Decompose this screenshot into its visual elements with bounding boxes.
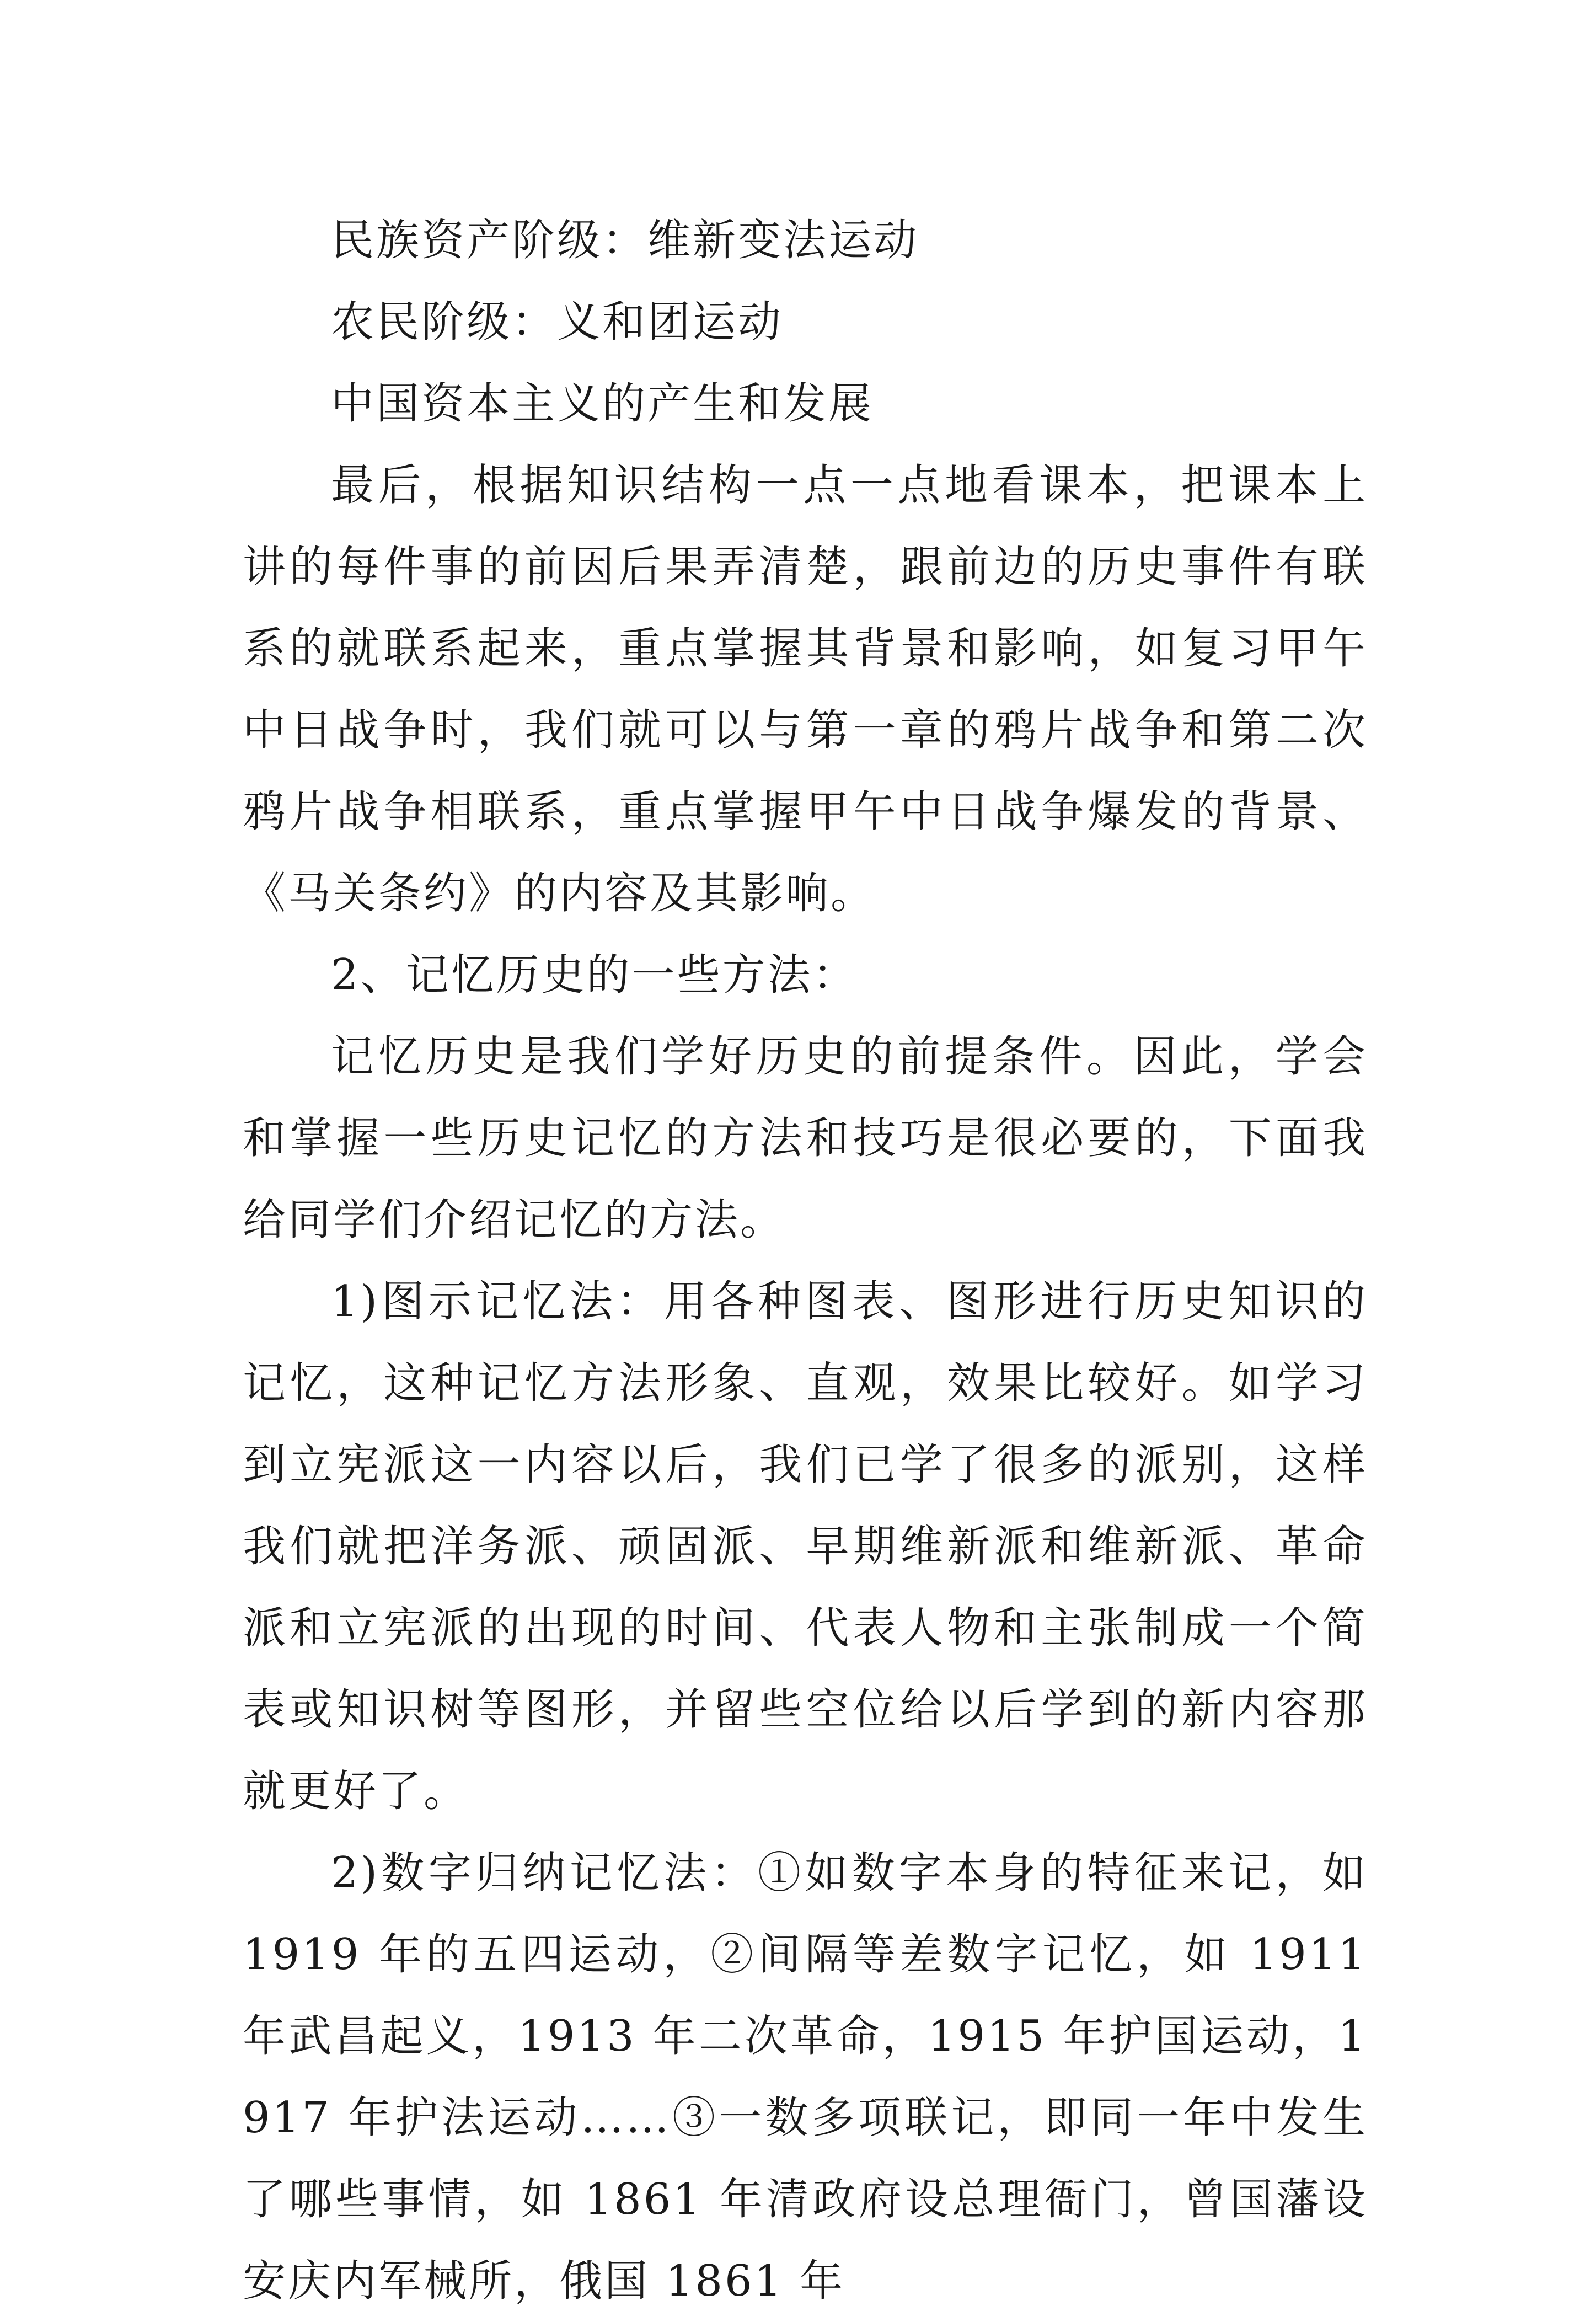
paragraph-bourgeoisie: 民族资产阶级：维新变法运动 (331, 216, 919, 265)
body-text (243, 200, 1368, 2322)
paragraph-study-method: 最后，根据知识结构一点一点地看课本，把课本上讲的每件事的前因后果弄清楚，跟前边的历史事件有联系的就联系起来，重点掌握其背景和影响，如复习甲午中日战争时，我们就可以与第一章的鸦片战争和第二次鸦片战争相联系，重点掌握甲午中日战争爆发的背景、《马关条约》的内容及其影响。 (243, 461, 1368, 918)
paragraph-memory-intro: 记忆历史是我们学好历史的前提条件。因此，学会和掌握一些历史记忆的方法和技巧是很必要的，下面我给同学们介绍记忆的方法。 (243, 1032, 1368, 1245)
paragraph-peasants: 农民阶级：义和团运动 (331, 297, 784, 347)
paragraph-number-method: 2)数字归纳记忆法：①如数字本身的特征来记，如 1919 年的五四运动，②间隔等差数字记忆，如 1911 年武昌起义，1913 年二次革命，1915 年护国运动，1917 年护法运动……③一数多项联记，即同一年中发生了哪些事情，如 1861 年清政府设总理衙门，曾国藩设安庆内军械所，俄国 1861 年 (243, 1848, 1368, 2306)
paragraph-capitalism-heading: 中国资本主义的产生和发展 (331, 379, 874, 429)
paragraph-diagram-method: 1)图示记忆法：用各种图表、图形进行历史知识的记忆，这种记忆方法形象、直观，效果比较好。如学习到立宪派这一内容以后，我们已学了很多的派别，这样我们就把洋务派、顽固派、早期维新派和维新派、革命派和立宪派的出现的时间、代表人物和主张制成一个简表或知识树等图形，并留些空位给以后学到的新内容那就更好了。 (243, 1277, 1368, 1816)
section-heading-memory-methods: 2、记忆历史的一些方法： (331, 950, 858, 1000)
